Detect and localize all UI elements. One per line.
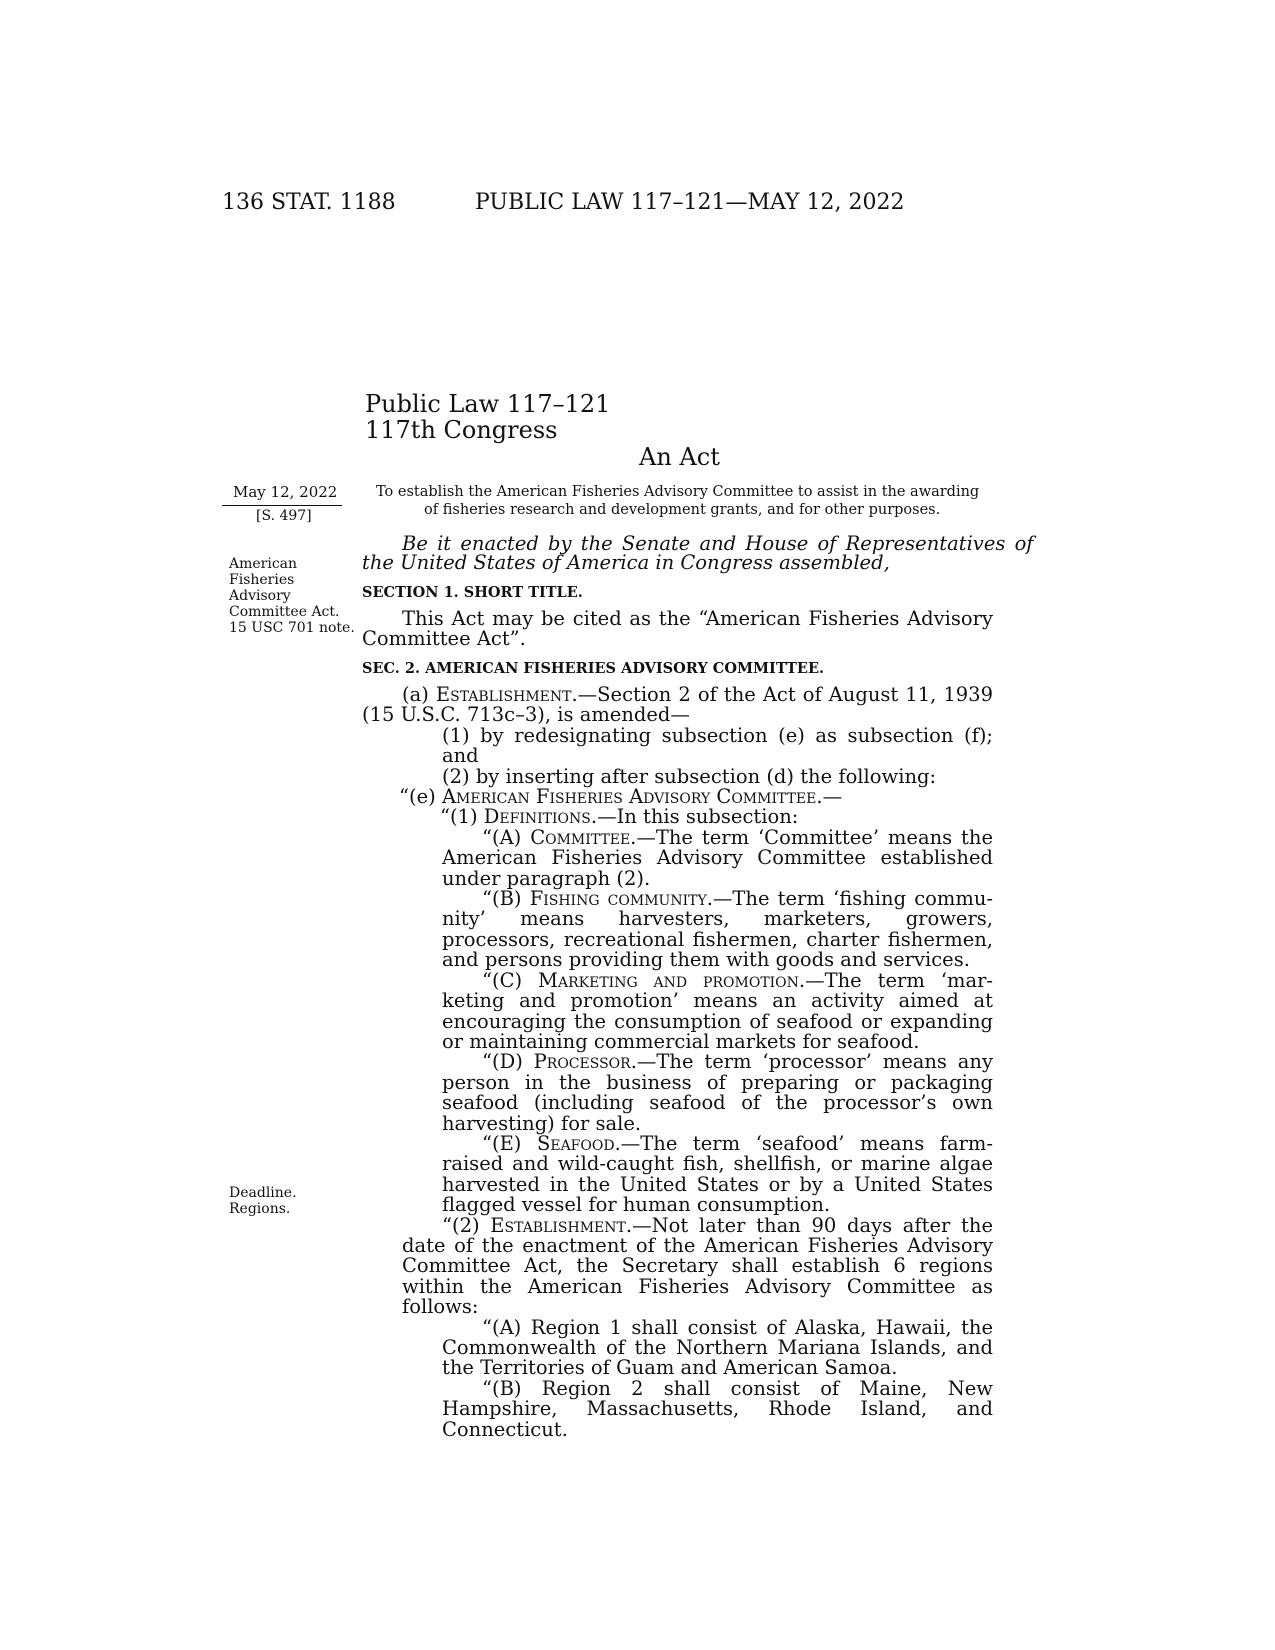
- region-1: “(A) Region 1 shall consist of Alaska, Hawaii, the Commonwealth of the Northern Mariana Islands, and the Territories of Guam and American Samoa.: [442, 1315, 993, 1380]
- enacting-clause-line-2: the United States of America in Congress assembled,: [362, 551, 890, 574]
- region-2: “(B) Region 2 shall consist of Maine, New Hampshire, Massachusetts, Rhode Island, and Connecticut.: [442, 1376, 993, 1441]
- margin-bill-number: [S. 497]: [256, 508, 312, 524]
- running-header: PUBLIC LAW 117–121—MAY 12, 2022: [475, 190, 905, 215]
- enacting-clause-line-1: Be it enacted by the Senate and House of Representatives of: [402, 532, 1034, 555]
- definition-processor: “(D) Processor.—The term ‘processor’ means any person in the business of preparing or packaging seafood (including seafood of the processor’s own harvesting) for sale.: [442, 1050, 993, 1135]
- margin-divider: [222, 505, 342, 506]
- margin-note-line: Regions.: [229, 1201, 291, 1217]
- definitions-list: [362, 825, 994, 1217]
- margin-note-line: 15 USC 701 note.: [229, 620, 355, 636]
- paragraph-1-definitions: “(1) Definitions.—In this subsection:: [440, 805, 799, 829]
- margin-date: May 12, 2022: [233, 483, 338, 501]
- clause-a2: (2) by inserting after subsection (d) the following:: [442, 764, 937, 788]
- margin-note-line: Fisheries: [229, 572, 295, 588]
- section-2-heading: SEC. 2. AMERICAN FISHERIES ADVISORY COMMITTEE.: [362, 660, 825, 677]
- definition-seafood: “(E) Seafood.—The term ‘seafood’ means farm-raised and wild-caught fish, shellfish, or marine algae harvested in the United States or by a United States flagged vessel for human consumption.: [442, 1131, 993, 1217]
- section-1-body: [362, 609, 993, 650]
- subsection-e: “(e) American Fisheries Advisory Committee.—: [399, 785, 843, 809]
- regions-list: [362, 1315, 993, 1441]
- subsection-a: (a) Establishment.—Section 2 of the Act of August 11, 1939 (15 U.S.C. 713c–3), is amended—: [362, 683, 993, 727]
- clause-a1: (1) by redesignating subsection (e) as subsection (f); and: [442, 723, 993, 768]
- section-1-heading: SECTION 1. SHORT TITLE.: [362, 584, 583, 601]
- section-2-body: [362, 685, 993, 1440]
- definition-marketing-and-promotion: “(C) Marketing and promotion.—The term ‘marketing and promotion’ means an activity aimed at encouraging the consumption of seafood or expanding or maintaining commercial markets for seafood.: [442, 968, 993, 1053]
- congress-title: 117th Congress: [365, 416, 558, 444]
- definition-fishing-community: “(B) Fishing community.—The term ‘fishing community’ means harvesters, marketers, growers, processors, recreational fishermen, charter fishermen, and persons providing them with goods and services.: [442, 887, 994, 972]
- purpose-line-1: To establish the American Fisheries Advisory Committee to assist in the awarding: [376, 484, 980, 500]
- page-stat-number: 136 STAT. 1188: [222, 190, 396, 215]
- paragraph-2-establishment: “(2) Establishment.—Not later than 90 days after the date of the enactment of the American Fisheries Advisory Committee Act, the Secretary shall establish 6 regions within the American Fisheries Advisory Committee as follows:: [402, 1213, 993, 1319]
- margin-note-short-title: [229, 556, 369, 636]
- margin-note-line: Committee Act.: [229, 604, 340, 620]
- purpose-line-2: of fisheries research and development grants, and for other purposes.: [424, 502, 941, 518]
- margin-note-line: Deadline.: [229, 1185, 297, 1201]
- margin-note-line: American: [229, 556, 298, 572]
- definition-committee: “(A) Committee.—The term ‘Committee’ means the American Fisheries Advisory Committee established under paragraph (2).: [442, 825, 993, 890]
- public-law-title: Public Law 117–121: [365, 390, 611, 418]
- short-title-text: This Act may be cited as the “American Fisheries Advisory Committee Act”.: [362, 607, 993, 651]
- an-act-title: An Act: [639, 443, 720, 471]
- margin-note-deadline: [229, 1185, 369, 1217]
- margin-note-line: Advisory: [229, 588, 291, 604]
